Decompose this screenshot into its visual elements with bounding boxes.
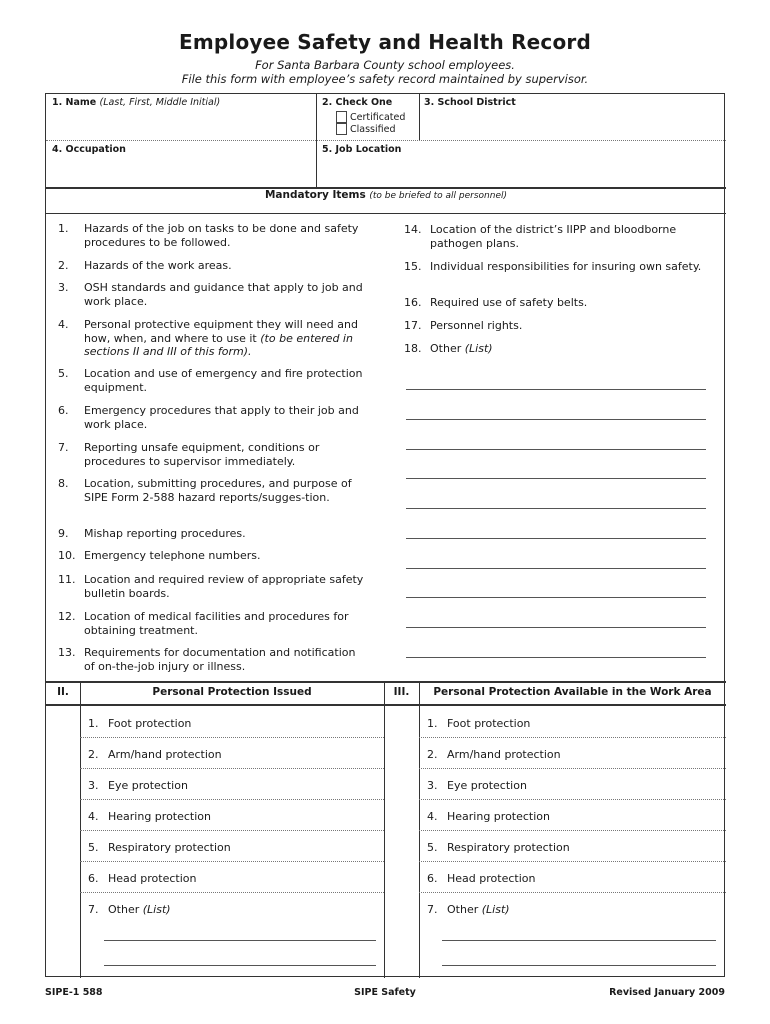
mandatory-item-17: 17. Personnel rights. [404,319,523,332]
section-3-numeral: III. [393,686,410,698]
mandatory-item-9: 9. Mishap reporting procedures. [58,527,246,540]
protection-available-row-4: 4. Hearing protection [427,810,551,823]
protection-issued-row-5: 5. Respiratory protection [88,841,231,854]
mandatory-item-15: 15. Individual responsibilities for insuring own safety. [404,260,702,273]
other-list-line[interactable] [406,597,706,598]
classified-label: Classified [350,123,396,135]
revision-date: Revised January 2009 [609,987,725,998]
other-list-line[interactable] [406,449,706,450]
protection-available-row-6: 6. Head protection [427,872,536,885]
section-3-heading: Personal Protection Available in the Work Area [433,686,712,698]
other-list-line[interactable] [406,389,706,390]
subtitle-line-1: For Santa Barbara County school employees. [255,58,515,72]
footer-center: SIPE Safety [354,987,416,998]
record-form [45,93,725,977]
school-district-input-area[interactable] [420,110,725,140]
job-location-label: 5. Job Location [322,144,402,155]
mandatory-item-8: 8. Location, submitting procedures, and purpose of SIPE Form 2-588 hazard reports/sugges-tion. [58,477,352,504]
other-list-line[interactable] [406,538,706,539]
mandatory-items-heading [46,189,726,201]
protection-issued-row-6: 6. Head protection [88,872,197,885]
issued-other-line[interactable] [104,965,376,966]
protection-available-row-5: 5. Respiratory protection [427,841,570,854]
protection-issued-row-4: 4. Hearing protection [88,810,212,823]
mandatory-item-12: 12. Location of medical facilities and procedures for obtaining treatment. [58,610,349,637]
form-subtitle [0,58,770,86]
name-input-area[interactable] [46,110,316,140]
protection-available-row-1: 1. Foot protection [427,717,531,730]
classified-checkbox[interactable] [336,123,396,135]
protection-available-row-2: 2. Arm/hand protection [427,748,561,761]
subtitle-line-2: File this form with employee’s safety record maintained by supervisor. [181,72,589,86]
available-other-line[interactable] [442,965,716,966]
mandatory-item-1: 1. Hazards of the job on tasks to be done and safety procedures to be followed. [58,222,359,249]
occupation-input-area[interactable] [46,156,316,186]
other-list-line[interactable] [406,568,706,569]
mandatory-item-16: 16. Required use of safety belts. [404,296,588,309]
available-other-line[interactable] [442,940,716,941]
checkbox-box[interactable] [336,123,347,135]
check-one-label: 2. Check One [322,97,393,108]
mandatory-item-4: 4. Personal protective equipment they will need and how, when, and where to use it (to be entered in sections II and III of this form). [58,318,358,358]
mandatory-item-10: 10. Emergency telephone numbers. [58,549,261,562]
mandatory-heading-text: Mandatory Items [264,189,366,201]
certificated-checkbox[interactable] [336,111,405,123]
certificated-label: Certificated [350,111,406,123]
issued-other-line[interactable] [104,940,376,941]
other-list-line[interactable] [406,419,706,420]
protection-available-row-3: 3. Eye protection [427,779,527,792]
section-2-numeral: II. [57,686,69,698]
protection-issued-row-1: 1. Foot protection [88,717,192,730]
other-list-line[interactable] [406,627,706,628]
occupation-label: 4. Occupation [52,144,126,155]
mandatory-item-11: 11. Location and required review of appropriate safety bulletin boards. [58,573,364,600]
section-2-heading: Personal Protection Issued [152,686,312,698]
mandatory-item-6: 6. Emergency procedures that apply to their job and work place. [58,404,359,431]
mandatory-item-2: 2. Hazards of the work areas. [58,259,232,272]
mandatory-item-5: 5. Location and use of emergency and fire protection equipment. [58,367,363,394]
other-list-line[interactable] [406,657,706,658]
mandatory-item-3: 3. OSH standards and guidance that apply to job and work place. [58,281,363,308]
other-list-line[interactable] [406,478,706,479]
protection-issued-row-3: 3. Eye protection [88,779,188,792]
mandatory-item-18: 18. Other (List) [404,342,493,355]
job-location-input-area[interactable] [317,156,725,186]
protection-issued-row-2: 2. Arm/hand protection [88,748,222,761]
protection-available-row-7: 7. Other (List) [427,903,510,916]
other-list-line[interactable] [406,508,706,509]
mandatory-heading-note: (to be briefed to all personnel) [369,191,508,201]
mandatory-item-14: 14. Location of the district’s IIPP and bloodborne pathogen plans. [404,223,677,250]
name-field-label: 1. Name (Last, First, Middle Initial) [52,97,221,108]
school-district-label: 3. School District [424,97,516,108]
checkbox-box[interactable] [336,111,347,123]
form-title: Employee Safety and Health Record [178,30,592,54]
mandatory-item-7: 7. Reporting unsafe equipment, conditions or procedures to supervisor immediately. [58,441,320,468]
mandatory-item-13: 13. Requirements for documentation and notification of on-the-job injury or illness. [58,646,356,673]
form-number: SIPE-1 588 [45,987,103,998]
protection-issued-row-7: 7. Other (List) [88,903,171,916]
